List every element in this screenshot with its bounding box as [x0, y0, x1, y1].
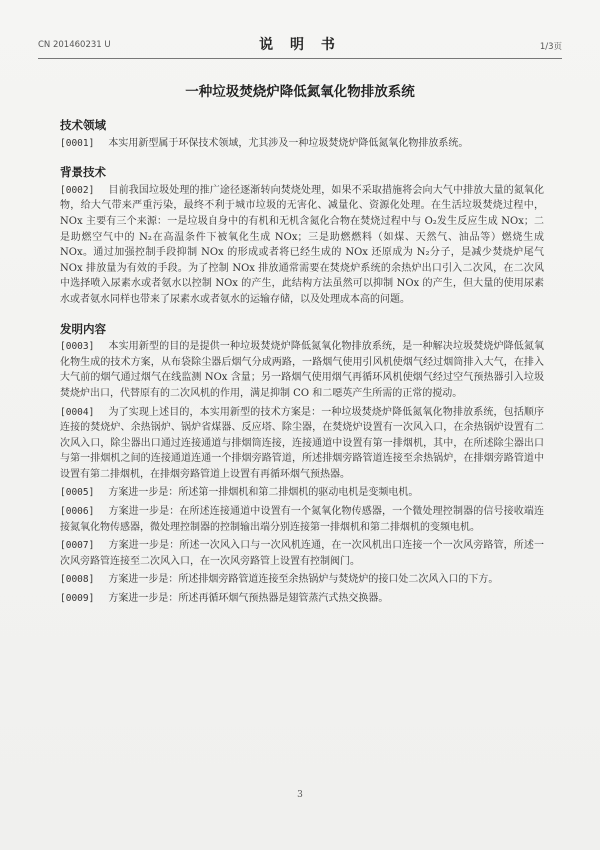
paragraph	[60, 572, 544, 588]
paragraph-number: [0009]	[60, 593, 95, 605]
paragraph	[60, 504, 544, 535]
page-number: 3	[297, 790, 303, 800]
paragraph-text: 目前我国垃圾处理的推广途径逐渐转向焚烧处理，如果不采取措施将会向大气中排放大量的氮氧化物，给大气带来严重污染，最终不利于城市垃圾的无害化、减量化、资源化处理。在生活垃圾焚烧过程中，NOx 主要有三个来源：一是垃圾自身中的有机和无机含氮化合物在焚烧过程中与 O₂发生反应生成 NOx；二是助燃空气中的 N₂在高温条件下被氧化生成 NOx；三是助燃燃料（如煤、天然气、油品等）燃烧生成 NOx。通过加强控制手段抑制 NOx 的形成或者将已经生成的 NOx 还原成为 N₂分子，是减少焚烧炉尾气 NOx 排放量为有效的手段。为了控制 NOx 排放通常需要在焚烧炉系统的余热炉出口引入二次风，在二次风中选择喷入尿素水或者氨水以控制 NOx 的产生，此结构方法虽然可以抑制 NOx 的产生，但大量的使用尿素水或者氨水同样也带来了尿素水或者氨水的运输存储，以及处理成本高的问题。	[60, 184, 544, 305]
page-header	[38, 34, 562, 56]
page-indicator: 1/3页	[539, 42, 562, 52]
section-heading: 背景技术	[60, 165, 106, 180]
paragraph-text: 方案进一步是：所述一次风入口与一次风机连通，在一次风机出口连接一个一次风旁路管，所述一次风旁路管连接至二次风入口，在一次风旁路管上设置有控制阀门。	[60, 540, 544, 567]
paragraph-number: [0002]	[60, 184, 95, 196]
paragraph-text: 为了实现上述目的，本实用新型的技术方案是：一种垃圾焚烧炉降低氮氧化物排放系统，包括顺序连接的焚烧炉、余热锅炉、锅炉省煤器、反应塔、除尘器，在焚烧炉设置有一次风入口，在余热锅炉设置有二次风入口，除尘器出口通过连接通道与排烟筒连接，连接通道中设置有第一排烟机，其中，在所述除尘器出口与第一排烟机之间的连接通道连通一个排烟旁路管道，所述排烟旁路管道连接至余热锅炉，在排烟旁路管道中设置有第二排烟机，在排烟旁路管道上设置有再循环烟气预热器。	[60, 406, 544, 480]
paragraph-number: [0001]	[60, 137, 95, 149]
paragraph	[60, 538, 544, 569]
paragraph	[60, 405, 544, 483]
paragraph-number: [0004]	[60, 406, 95, 418]
paragraph-text: 方案进一步是：所述排烟旁路管道连接至余热锅炉与焚烧炉的接口处二次风入口的下方。	[108, 574, 499, 586]
paragraph-text: 方案进一步是：在所述连接通道中设置有一个氮氧化物传感器，一个微处理控制器的信号接收端连接氮氧化物传感器，微处理控制器的控制输出端分别连接第一排烟机和第二排烟机的变频电机。	[60, 506, 544, 533]
header-divider	[38, 58, 562, 59]
paragraph	[60, 339, 544, 401]
paragraph-number: [0007]	[60, 540, 95, 552]
paragraph-number: [0006]	[60, 506, 95, 518]
document-type-label: 说 明 书	[259, 37, 341, 53]
paragraph	[60, 183, 544, 308]
document-body	[60, 118, 544, 607]
section-heading: 技术领域	[60, 118, 106, 132]
paragraph-number: [0003]	[60, 341, 95, 353]
paragraph-text: 本实用新型属于环保技术领域，尤其涉及一种垃圾焚烧炉降低氮氧化物排放系统。	[108, 137, 469, 149]
paragraph-number: [0005]	[60, 487, 95, 499]
paragraph	[60, 485, 544, 501]
paragraph-text: 方案进一步是：所述再循环烟气预热器是翅管蒸汽式热交换器。	[108, 593, 389, 605]
section-heading: 发明内容	[60, 321, 106, 336]
paragraph-text: 方案进一步是：所述第一排烟机和第二排烟机的驱动电机是变频电机。	[108, 487, 419, 499]
document-title: 一种垃圾焚烧炉降低氮氧化物排放系统	[185, 84, 415, 100]
paragraph	[60, 591, 544, 607]
paragraph-number: [0008]	[60, 574, 95, 586]
paragraph	[60, 136, 544, 152]
patent-number: CN 201460231 U	[38, 40, 111, 50]
paragraph-text: 本实用新型的目的是提供一种垃圾焚烧炉降低氮氧化物排放系统，是一种解决垃圾焚烧炉降低氮氧化物生成的技术方案，从布袋除尘器后烟气分成两路，一路烟气使用引风机使烟气经过烟筒排入大气，在排入大气前的烟气通过烟气在线监测 NOx 含量；另一路烟气使用烟气再循环风机使烟气经过空气预热器引入垃圾焚烧炉出口，代替原有的二次风机的作用，满足抑制 CO 和二噁英产生所需的正常的搅动。	[60, 341, 544, 399]
